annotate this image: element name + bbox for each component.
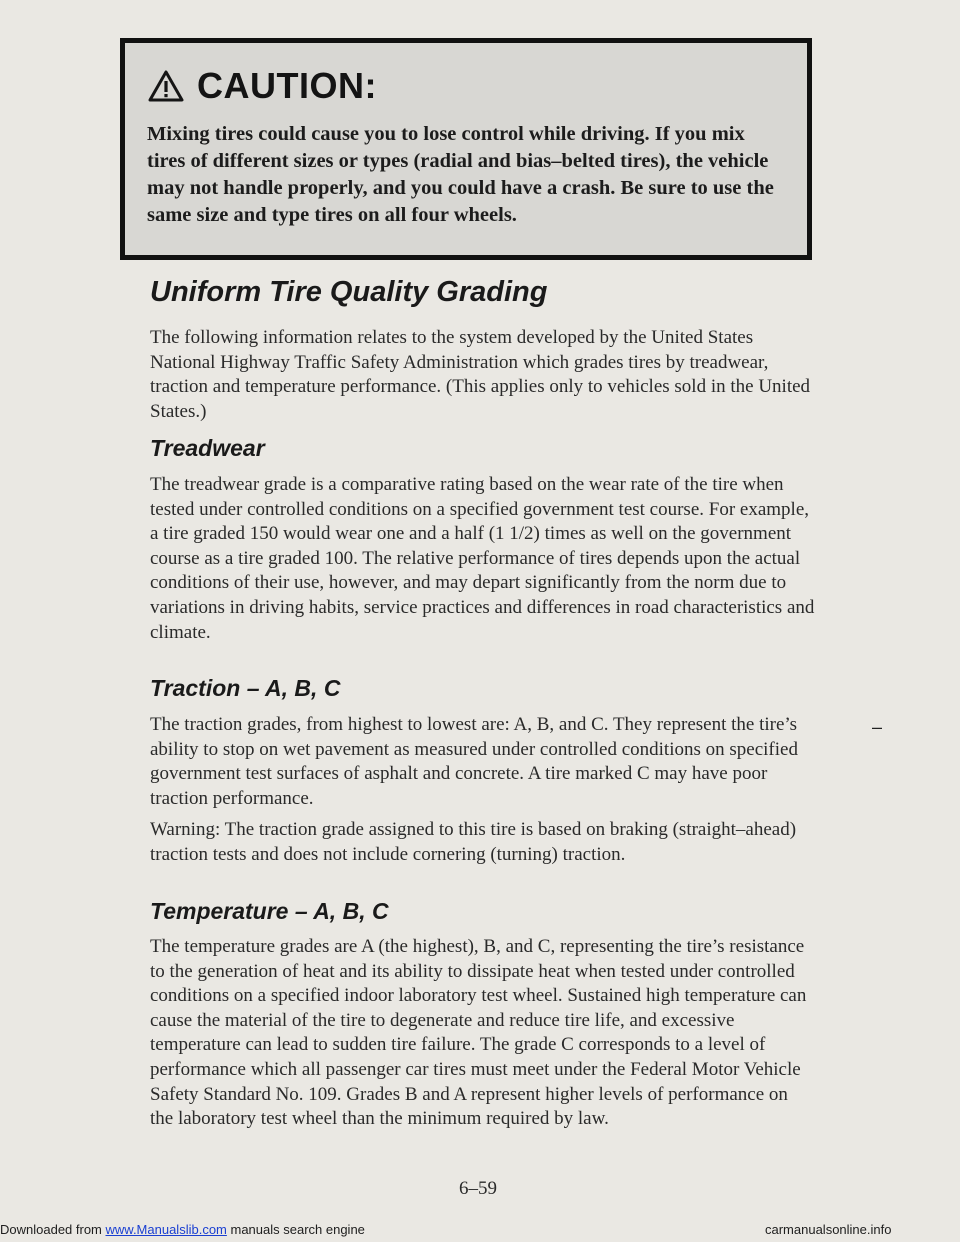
watermark: carmanualsonline.info xyxy=(765,1222,892,1237)
footer-suffix: manuals search engine xyxy=(226,1222,365,1237)
page-number: 6–59 xyxy=(459,1178,497,1199)
treadwear-heading: Treadwear xyxy=(150,435,265,461)
download-footer xyxy=(0,1222,365,1237)
margin-mark: – xyxy=(872,717,883,737)
caution-text: Mixing tires could cause you to lose control while driving. If you mix tires of different sizes or types (radial and bias–belted tires), the vehicle may not handle properly, and you could have a crash. Be sure to use the same size and type tires on all four wheels. xyxy=(147,123,774,226)
traction-heading: Traction – A, B, C xyxy=(150,675,341,701)
temperature-paragraph: The temperature grades are A (the highest), B, and C, representing the tire’s resistance to the generation of heat and its ability to dissipate heat when tested under controlled conditions on a specified indoor laboratory test wheel. Sustained high temperature can cause the material of the tire to degenerate and reduce tire life, and excessive temperature can lead to sudden tire failure. The grade C corresponds to a level of performance which all passenger car tires must meet under the Federal Motor Vehicle Safety Standard No. 109. Grades B and A represent higher levels of performance on the laboratory test wheel than the minimum required by law. xyxy=(150,936,807,1130)
traction-paragraph: The traction grades, from highest to lowest are: A, B, and C. They represent the tire’s ability to stop on wet pavement as measured under controlled conditions on specified government test surfaces of asphalt and concrete. A tire marked C may have poor traction performance. xyxy=(150,714,798,809)
intro-paragraph: The following information relates to the system developed by the United States National Highway Traffic Safety Administration which grades tires by treadwear, traction and temperature performance. (This applies only to vehicles sold in the United States.) xyxy=(150,327,811,422)
caution-header xyxy=(147,65,377,107)
manualslib-link[interactable]: www.Manualslib.com xyxy=(105,1222,227,1237)
section-title: Uniform Tire Quality Grading xyxy=(150,276,548,308)
warning-triangle-icon xyxy=(147,69,185,103)
traction-warning-paragraph: Warning: The traction grade assigned to this tire is based on braking (straight–ahead) traction tests and does not include cornering (turning) traction. xyxy=(150,819,797,865)
caution-title: CAUTION: xyxy=(197,65,377,106)
footer-prefix: Downloaded from xyxy=(0,1222,106,1237)
treadwear-paragraph: The treadwear grade is a comparative rating based on the wear rate of the tire when tested under controlled conditions on a specified government test course. For example, a tire graded 150 would wear one and a half (1 1/2) times as well on the government course as a tire graded 100. The relative performance of tires depends upon the actual conditions of their use, however, and may depart significantly from the norm due to variations in driving habits, service practices and differences in road characteristics and climate. xyxy=(150,474,815,643)
temperature-heading: Temperature – A, B, C xyxy=(150,898,389,924)
caution-box xyxy=(120,38,812,260)
